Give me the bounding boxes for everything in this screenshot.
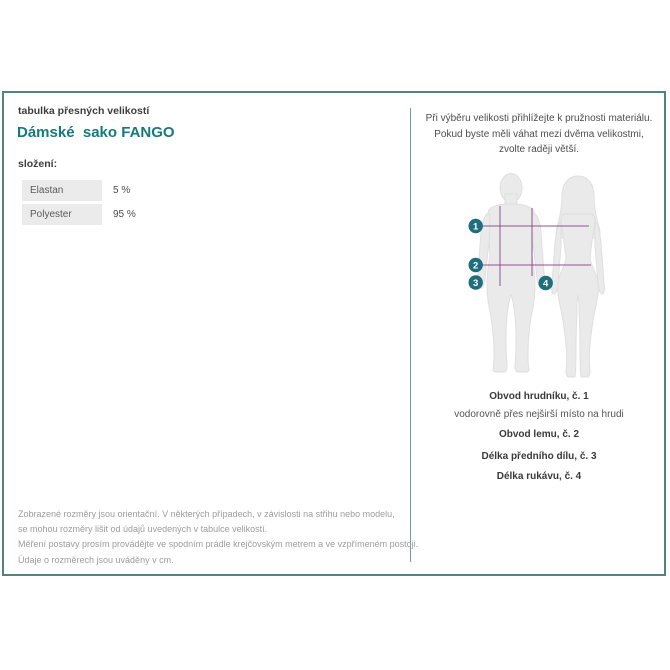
- disclaimer-line: Měření postavy prosím provádějte ve spodním prádle krejčovským metrem a ve vzpřímeném postoji.: [18, 539, 419, 550]
- marker-3-number: 3: [473, 277, 479, 289]
- disclaimer-line: Údaje o rozměrech jsou uváděny v cm.: [18, 554, 174, 565]
- product-title: Dámské sako FANGO: [17, 124, 175, 141]
- composition-row: [22, 204, 136, 225]
- measurement-diagram: [455, 158, 655, 386]
- sizing-advice-line: zvolte raději větší.: [498, 144, 580, 155]
- size-table-subtitle: tabulka přesných velikostí: [18, 105, 150, 117]
- percentage-cell: 95 %: [113, 209, 136, 220]
- sizing-advice-line: Pokud byste měli váhat mezi dvěma velikostmi,: [434, 128, 644, 140]
- marker-1-number: 1: [473, 221, 479, 233]
- composition-row: [22, 180, 136, 201]
- percentage-cell: 5 %: [113, 185, 131, 196]
- material-cell: Elastan: [22, 180, 102, 201]
- material-cell: Polyester: [22, 204, 102, 225]
- measurement-sublabel-1: vodorovně přes nejširší místo na hrudi: [454, 409, 624, 420]
- male-silhouette-icon: [478, 174, 545, 373]
- measurement-label-2: Obvod lemu, č. 2: [498, 429, 580, 440]
- marker-2-number: 2: [473, 260, 479, 272]
- sizing-advice-line: Při výběru velikosti přihlížejte k pružnosti materiálu.: [425, 113, 653, 124]
- marker-4-number: 4: [543, 278, 549, 290]
- disclaimer-notes: [18, 507, 418, 568]
- measurement-label-1: Obvod hrudníku, č. 1: [489, 391, 589, 402]
- disclaimer-line: se mohou rozměry lišit od údajů uvedených v tabulce velikostí.: [18, 524, 268, 535]
- measurement-label-4: Délka rukávu, č. 4: [496, 471, 582, 482]
- disclaimer-line: Zobrazené rozměry jsou orientační. V některých případech, v závislosti na střihu nebo modelu,: [18, 509, 395, 519]
- sizing-advice: [411, 111, 667, 158]
- composition-table: [22, 180, 136, 228]
- column-divider: [410, 108, 411, 562]
- female-silhouette-icon: [552, 176, 605, 377]
- measurement-label-3: Délka předního dílu, č. 3: [481, 451, 597, 462]
- composition-heading: složení:: [18, 158, 58, 170]
